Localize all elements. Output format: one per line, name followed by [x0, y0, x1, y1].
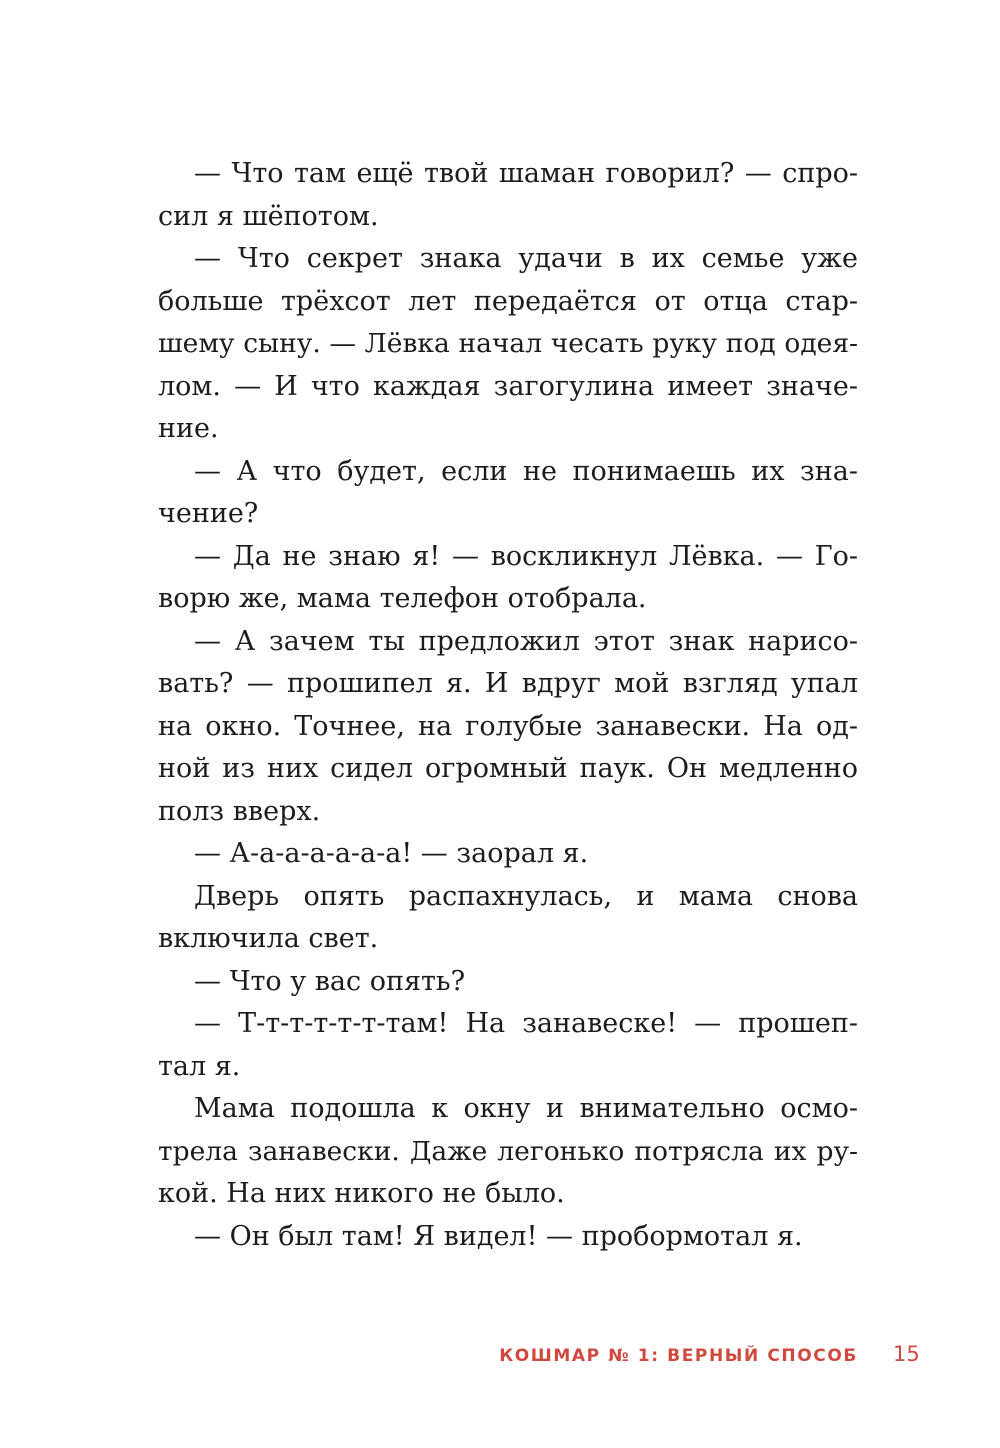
text-line: шему сыну. — Лёвка начал чесать руку под одея- — [158, 328, 858, 359]
text-line: вать? — прошипел я. И вдруг мой взгляд упал — [158, 668, 858, 699]
text-line: включила свет. — [158, 923, 379, 954]
text-line: больше трёхсот лет передаётся от отца стар- — [158, 285, 858, 317]
running-footer-chapter-title: КОШМАР № 1: ВЕРНЫЙ СПОСОБ — [499, 1346, 858, 1366]
text-line: — Что у вас опять? — [194, 965, 466, 997]
text-line: Мама подошла к окну и внимательно осмо- — [194, 1093, 858, 1124]
text-line: — А зачем ты предложил этот знак нарисо- — [194, 625, 858, 657]
text-line: на окно. Точнее, на голубые занавески. На од- — [158, 710, 858, 742]
text-line: тал я. — [158, 1050, 241, 1082]
text-line: ворю же, мама телефон отобрала. — [158, 583, 647, 614]
text-line: полз вверх. — [158, 795, 321, 827]
text-line: чение? — [158, 498, 259, 529]
text-line: — Он был там! Я видел! — пробормотал я. — [194, 1220, 803, 1252]
text-line: — Что там ещё твой шаман говорил? — спро- — [194, 158, 858, 189]
text-line: Дверь опять распахнулась, и мама снова — [194, 880, 858, 912]
text-line: ной из них сидел огромный паук. Он медленно — [158, 753, 858, 784]
text-line: — Что секрет знака удачи в их семье уже — [194, 243, 858, 274]
text-line: — А что будет, если не понимаешь их зна- — [194, 455, 858, 487]
page-number: 15 — [893, 1342, 920, 1366]
text-line: сил я шёпотом. — [158, 200, 379, 232]
text-line: кой. На них никого не было. — [158, 1178, 565, 1209]
text-line: ние. — [158, 413, 219, 444]
body-text — [158, 153, 858, 1258]
text-line: — Да не знаю я! — воскликнул Лёвка. — Го- — [194, 540, 858, 572]
text-line: — Т-т-т-т-т-т-там! На занавеске! — прошеп- — [194, 1008, 858, 1039]
text-line: — А-а-а-а-а-а-а! — заорал я. — [194, 838, 589, 869]
text-line: трела занавески. Даже легонько потрясла их ру- — [158, 1135, 858, 1167]
text-line: лом. — И что каждая загогулина имеет значе- — [158, 370, 858, 402]
